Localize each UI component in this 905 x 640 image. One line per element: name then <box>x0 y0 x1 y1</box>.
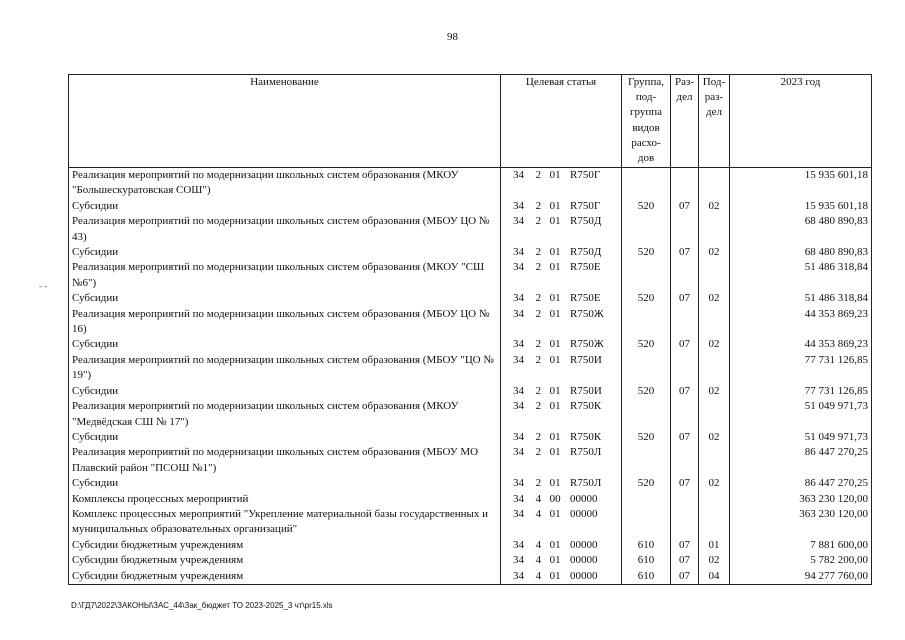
row-group <box>622 492 671 507</box>
target-direction: R750Г <box>569 199 601 212</box>
target-type: 2 <box>535 261 542 274</box>
row-section: 07 <box>671 384 699 399</box>
header-name: Наименование <box>69 75 501 168</box>
row-amount: 51 049 971,73 <box>730 430 872 445</box>
row-amount: 363 230 120,00 <box>730 492 872 507</box>
row-amount: 68 480 890,83 <box>730 214 872 245</box>
table-row <box>69 214 872 245</box>
row-section: 07 <box>671 430 699 445</box>
target-event: 01 <box>549 400 561 413</box>
row-name: Субсидии <box>69 291 501 306</box>
row-group <box>622 353 671 384</box>
target-event: 01 <box>549 261 561 274</box>
file-path-footer: D:\ГД7\2022\ЗАКОНЫ\ЗАС_44\Зак_бюджет ТО 2023-2025_3 чт\pr15.xls <box>71 601 333 610</box>
target-type: 2 <box>535 477 542 490</box>
row-section: 07 <box>671 199 699 214</box>
row-target-code <box>501 384 622 399</box>
row-group: 520 <box>622 199 671 214</box>
target-event: 01 <box>549 292 561 305</box>
target-event: 01 <box>549 246 561 259</box>
target-program: 34 <box>513 169 524 181</box>
row-section: 07 <box>671 553 699 568</box>
row-amount: 7 881 600,00 <box>730 538 872 553</box>
row-name: Субсидии <box>69 245 501 260</box>
table-row <box>69 507 872 538</box>
row-group: 520 <box>622 430 671 445</box>
row-subsection <box>699 492 730 507</box>
header-target: Целевая статья <box>501 75 622 168</box>
row-target-code <box>501 353 622 384</box>
row-group <box>622 168 671 199</box>
row-group <box>622 507 671 538</box>
row-target-code <box>501 214 622 245</box>
header-group: Группа, под-группа видов расхо-дов <box>622 75 671 168</box>
row-subsection: 02 <box>699 476 730 491</box>
row-target-code <box>501 538 622 553</box>
row-subsection: 02 <box>699 430 730 445</box>
target-type: 2 <box>535 430 542 443</box>
target-program: 34 <box>513 554 524 567</box>
row-amount: 15 935 601,18 <box>730 168 872 199</box>
target-program: 34 <box>513 353 524 366</box>
row-group: 610 <box>622 538 671 553</box>
target-direction: R750Л <box>569 446 602 459</box>
target-direction: R750Д <box>569 246 602 259</box>
target-program: 34 <box>513 569 524 582</box>
row-section: 07 <box>671 538 699 553</box>
row-target-code <box>501 307 622 338</box>
row-amount: 5 782 200,00 <box>730 553 872 568</box>
target-type: 2 <box>535 307 542 320</box>
row-subsection <box>699 399 730 430</box>
row-name: Комплексы процессных мероприятий <box>69 492 501 507</box>
target-direction: 00000 <box>569 554 598 567</box>
row-amount: 86 447 270,25 <box>730 445 872 476</box>
row-subsection: 02 <box>699 384 730 399</box>
row-amount: 363 230 120,00 <box>730 507 872 538</box>
row-section <box>671 307 699 338</box>
target-direction: 00000 <box>569 569 598 582</box>
row-name: Субсидии <box>69 337 501 352</box>
target-event: 01 <box>549 338 561 351</box>
target-direction: R750Ж <box>569 307 604 320</box>
row-target-code <box>501 245 622 260</box>
row-subsection: 01 <box>699 538 730 553</box>
target-direction: R750И <box>569 384 602 397</box>
target-event: 01 <box>549 199 561 212</box>
row-amount: 51 486 318,84 <box>730 291 872 306</box>
target-event: 01 <box>549 215 561 228</box>
row-target-code <box>501 399 622 430</box>
target-direction: R750Д <box>569 215 602 228</box>
row-target-code <box>501 553 622 568</box>
target-event: 01 <box>549 477 561 490</box>
row-section: 07 <box>671 291 699 306</box>
row-name: Субсидии бюджетным учреждениям <box>69 553 501 568</box>
row-section <box>671 507 699 538</box>
target-event: 01 <box>549 446 561 459</box>
margin-mark: - - <box>39 281 48 291</box>
row-amount: 68 480 890,83 <box>730 245 872 260</box>
target-event: 01 <box>549 307 561 320</box>
table-row <box>69 445 872 476</box>
target-direction: R750Г <box>569 169 601 181</box>
target-direction: 00000 <box>569 538 598 551</box>
row-section <box>671 353 699 384</box>
table-row <box>69 399 872 430</box>
row-group: 520 <box>622 291 671 306</box>
target-program: 34 <box>513 430 524 443</box>
row-amount: 94 277 760,00 <box>730 569 872 585</box>
row-subsection: 02 <box>699 291 730 306</box>
row-target-code <box>501 260 622 291</box>
row-section <box>671 214 699 245</box>
table-row <box>69 260 872 291</box>
target-event: 01 <box>549 538 561 551</box>
row-target-code <box>501 168 622 199</box>
row-amount: 51 486 318,84 <box>730 260 872 291</box>
target-program: 34 <box>513 199 524 212</box>
target-program: 34 <box>513 538 524 551</box>
row-group: 520 <box>622 476 671 491</box>
row-section <box>671 260 699 291</box>
table-row <box>69 553 872 568</box>
row-section <box>671 168 699 199</box>
row-section <box>671 492 699 507</box>
row-section <box>671 445 699 476</box>
target-program: 34 <box>513 492 524 505</box>
target-program: 34 <box>513 384 524 397</box>
target-type: 2 <box>535 246 542 259</box>
table-row <box>69 307 872 338</box>
target-program: 34 <box>513 261 524 274</box>
target-event: 01 <box>549 430 561 443</box>
row-target-code <box>501 507 622 538</box>
row-section: 07 <box>671 245 699 260</box>
target-direction: R750К <box>569 400 602 413</box>
table-row <box>69 291 872 306</box>
row-name: Субсидии бюджетным учреждениям <box>69 538 501 553</box>
table-row <box>69 538 872 553</box>
target-direction: R750К <box>569 430 602 443</box>
target-type: 4 <box>535 492 542 505</box>
row-section <box>671 399 699 430</box>
target-program: 34 <box>513 477 524 490</box>
row-subsection <box>699 445 730 476</box>
row-name: Субсидии <box>69 199 501 214</box>
target-direction: R750Л <box>569 477 602 490</box>
row-name: Реализация мероприятий по модернизации школьных систем образования (МБОУ ЦО № 16) <box>69 307 501 338</box>
header-section: Раз-дел <box>671 75 699 168</box>
row-target-code <box>501 199 622 214</box>
target-program: 34 <box>513 338 524 351</box>
table-row <box>69 168 872 199</box>
row-name: Субсидии <box>69 430 501 445</box>
target-program: 34 <box>513 400 524 413</box>
target-type: 2 <box>535 215 542 228</box>
target-direction: R750Ж <box>569 338 604 351</box>
row-name: Реализация мероприятий по модернизации школьных систем образования (МБОУ ЦО № 43) <box>69 214 501 245</box>
target-program: 34 <box>513 507 524 520</box>
row-name: Субсидии бюджетным учреждениям <box>69 569 501 585</box>
row-amount: 86 447 270,25 <box>730 476 872 491</box>
row-group: 520 <box>622 384 671 399</box>
row-group <box>622 260 671 291</box>
table-row <box>69 199 872 214</box>
target-program: 34 <box>513 307 524 320</box>
target-direction: R750И <box>569 353 602 366</box>
row-target-code <box>501 492 622 507</box>
row-group: 610 <box>622 569 671 585</box>
target-event: 01 <box>549 554 561 567</box>
target-event: 01 <box>549 169 561 181</box>
row-group <box>622 307 671 338</box>
table-row <box>69 430 872 445</box>
row-subsection <box>699 260 730 291</box>
target-type: 2 <box>535 338 542 351</box>
row-subsection: 02 <box>699 199 730 214</box>
table-row <box>69 353 872 384</box>
row-subsection <box>699 353 730 384</box>
row-name: Реализация мероприятий по модернизации школьных систем образования (МБОУ МО Плавский район "ПСОШ №1") <box>69 445 501 476</box>
table-row <box>69 476 872 491</box>
target-direction: 00000 <box>569 492 598 505</box>
target-type: 4 <box>535 507 542 520</box>
row-name: Реализация мероприятий по модернизации школьных систем образования (МКОУ "Медвёдская СШ № 17") <box>69 399 501 430</box>
target-type: 2 <box>535 199 542 212</box>
row-target-code <box>501 476 622 491</box>
target-program: 34 <box>513 292 524 305</box>
row-subsection: 04 <box>699 569 730 585</box>
target-direction: 00000 <box>569 507 598 520</box>
target-type: 4 <box>535 554 542 567</box>
target-type: 2 <box>535 292 542 305</box>
row-group <box>622 214 671 245</box>
budget-table <box>68 74 872 585</box>
row-subsection: 02 <box>699 245 730 260</box>
table-row <box>69 569 872 585</box>
row-amount: 77 731 126,85 <box>730 353 872 384</box>
row-subsection: 02 <box>699 553 730 568</box>
target-program: 34 <box>513 215 524 228</box>
target-program: 34 <box>513 246 524 259</box>
row-name: Реализация мероприятий по модернизации школьных систем образования (МКОУ "Большескуратовская СОШ") <box>69 168 501 199</box>
row-target-code <box>501 291 622 306</box>
row-target-code <box>501 569 622 585</box>
row-group: 520 <box>622 245 671 260</box>
page-number: 98 <box>447 31 458 43</box>
target-type: 4 <box>535 538 542 551</box>
target-type: 2 <box>535 400 542 413</box>
table-row <box>69 245 872 260</box>
row-target-code <box>501 445 622 476</box>
target-type: 2 <box>535 446 542 459</box>
header-year: 2023 год <box>730 75 872 168</box>
table-row <box>69 337 872 352</box>
target-event: 01 <box>549 507 561 520</box>
row-group: 610 <box>622 553 671 568</box>
row-amount: 51 049 971,73 <box>730 399 872 430</box>
header-subsection: Под-раз-дел <box>699 75 730 168</box>
target-direction: R750Е <box>569 261 601 274</box>
target-event: 01 <box>549 353 561 366</box>
row-amount: 44 353 869,23 <box>730 337 872 352</box>
row-section: 07 <box>671 569 699 585</box>
target-program: 34 <box>513 446 524 459</box>
header-row <box>69 75 872 168</box>
row-name: Комплекс процессных мероприятий "Укрепление материальной базы государственных и муниципальных образовательных организаций" <box>69 507 501 538</box>
target-event: 01 <box>549 384 561 397</box>
row-subsection <box>699 214 730 245</box>
row-subsection <box>699 168 730 199</box>
target-event: 00 <box>549 492 561 505</box>
row-subsection: 02 <box>699 337 730 352</box>
target-event: 01 <box>549 569 561 582</box>
row-subsection <box>699 307 730 338</box>
row-name: Субсидии <box>69 384 501 399</box>
row-group: 520 <box>622 337 671 352</box>
row-group <box>622 399 671 430</box>
target-type: 2 <box>535 384 542 397</box>
row-target-code <box>501 430 622 445</box>
row-amount: 77 731 126,85 <box>730 384 872 399</box>
target-type: 2 <box>535 169 542 181</box>
row-section: 07 <box>671 337 699 352</box>
row-name: Реализация мероприятий по модернизации школьных систем образования (МКОУ "СШ №6") <box>69 260 501 291</box>
target-type: 2 <box>535 353 542 366</box>
row-target-code <box>501 337 622 352</box>
row-name: Субсидии <box>69 476 501 491</box>
target-type: 4 <box>535 569 542 582</box>
row-group <box>622 445 671 476</box>
row-name: Реализация мероприятий по модернизации школьных систем образования (МБОУ "ЦО № 19") <box>69 353 501 384</box>
row-section: 07 <box>671 476 699 491</box>
row-amount: 15 935 601,18 <box>730 199 872 214</box>
row-subsection <box>699 507 730 538</box>
row-amount: 44 353 869,23 <box>730 307 872 338</box>
table-row <box>69 384 872 399</box>
target-direction: R750Е <box>569 292 601 305</box>
table-row <box>69 492 872 507</box>
